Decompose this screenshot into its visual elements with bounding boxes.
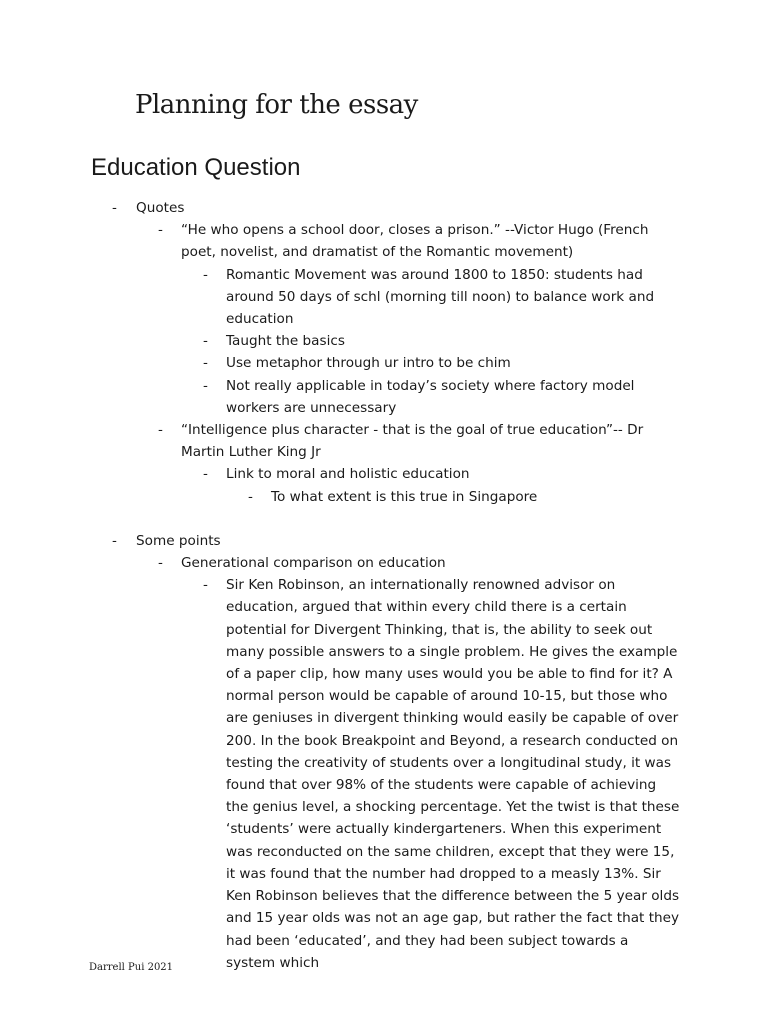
list-item: [0, 463, 768, 485]
list-item-text: Sir Ken Robinson, an internationally renowned advisor on education, argued that within every child there is a certain potential for Divergent Thinking, that is, the ability to seek out many possible answers to a single problem. He gives the example of a paper clip, how many uses would you be able to find for it? A normal person would be capable of around 10-15, but those who are geniuses in divergent thinking would easily be capable of over 200. In the book Breakpoint and Beyond, a research conducted on testing the creativity of students over a longitudinal study, it was found that over 98% of the students were capable of achieving the genius level, a shocking percentage. Yet the twist is that these ‘students’ were actually kindergarteners. When this experiment was reconducted on the same children, except that they were 15, it was found that the number had dropped to a measly 13%. Sir Ken Robinson believes that the difference between the 5 year olds and 15 year olds was not an age gap, but rather the fact that they had been ‘educated’, and they had been subject towards a system which: [226, 577, 680, 971]
bullet-dash: -: [203, 355, 208, 372]
bullet-dash: -: [203, 333, 208, 350]
list-item: [0, 264, 768, 331]
list-item: [0, 574, 768, 974]
list-item: [0, 530, 768, 552]
list-item: [0, 352, 768, 374]
blank-line: [0, 508, 768, 530]
list-item: [0, 330, 768, 352]
bullet-dash: -: [112, 200, 117, 216]
page-title: Planning for the essay: [135, 90, 418, 120]
list-item: [0, 552, 768, 574]
bullet-dash: -: [248, 488, 253, 505]
list-item-text: “Intelligence plus character - that is the goal of true education”-- Dr Martin Luther King Jr: [181, 422, 644, 461]
list-item-text: Some points: [136, 532, 221, 549]
list-item: [0, 419, 768, 463]
page-footer: Darrell Pui 2021: [89, 962, 174, 973]
list-item: [0, 375, 768, 419]
list-item-text: Quotes: [136, 200, 185, 216]
bullet-dash: -: [158, 422, 163, 439]
bullet-dash: -: [203, 377, 208, 394]
bullet-dash: -: [112, 532, 117, 549]
list-item-text: Taught the basics: [226, 333, 345, 350]
list-item-text: Romantic Movement was around 1800 to 1850: students had around 50 days of schl (morning till noon) to balance work and education: [226, 266, 655, 328]
list-item-text: “He who opens a school door, closes a prison.” --Victor Hugo (French poet, novelist, and dramatist of the Romantic movement): [181, 222, 649, 261]
list-item-text: Use metaphor through ur intro to be chim: [226, 355, 511, 372]
list-item: [0, 219, 768, 263]
bullet-dash: -: [158, 555, 163, 572]
bullet-dash: -: [203, 266, 208, 283]
bullet-outline: [0, 197, 768, 974]
list-item-text: Link to moral and holistic education: [226, 466, 470, 483]
list-item-text: Not really applicable in today’s society where factory model workers are unnecessary: [226, 377, 635, 416]
bullet-dash: -: [158, 222, 163, 239]
bullet-dash: -: [203, 466, 208, 483]
section-heading: Education Question: [91, 154, 301, 181]
list-item: [0, 486, 768, 508]
bullet-dash: -: [203, 577, 208, 594]
list-item-text: Generational comparison on education: [181, 555, 446, 572]
list-item-text: To what extent is this true in Singapore: [271, 488, 538, 505]
list-item: [0, 197, 768, 219]
